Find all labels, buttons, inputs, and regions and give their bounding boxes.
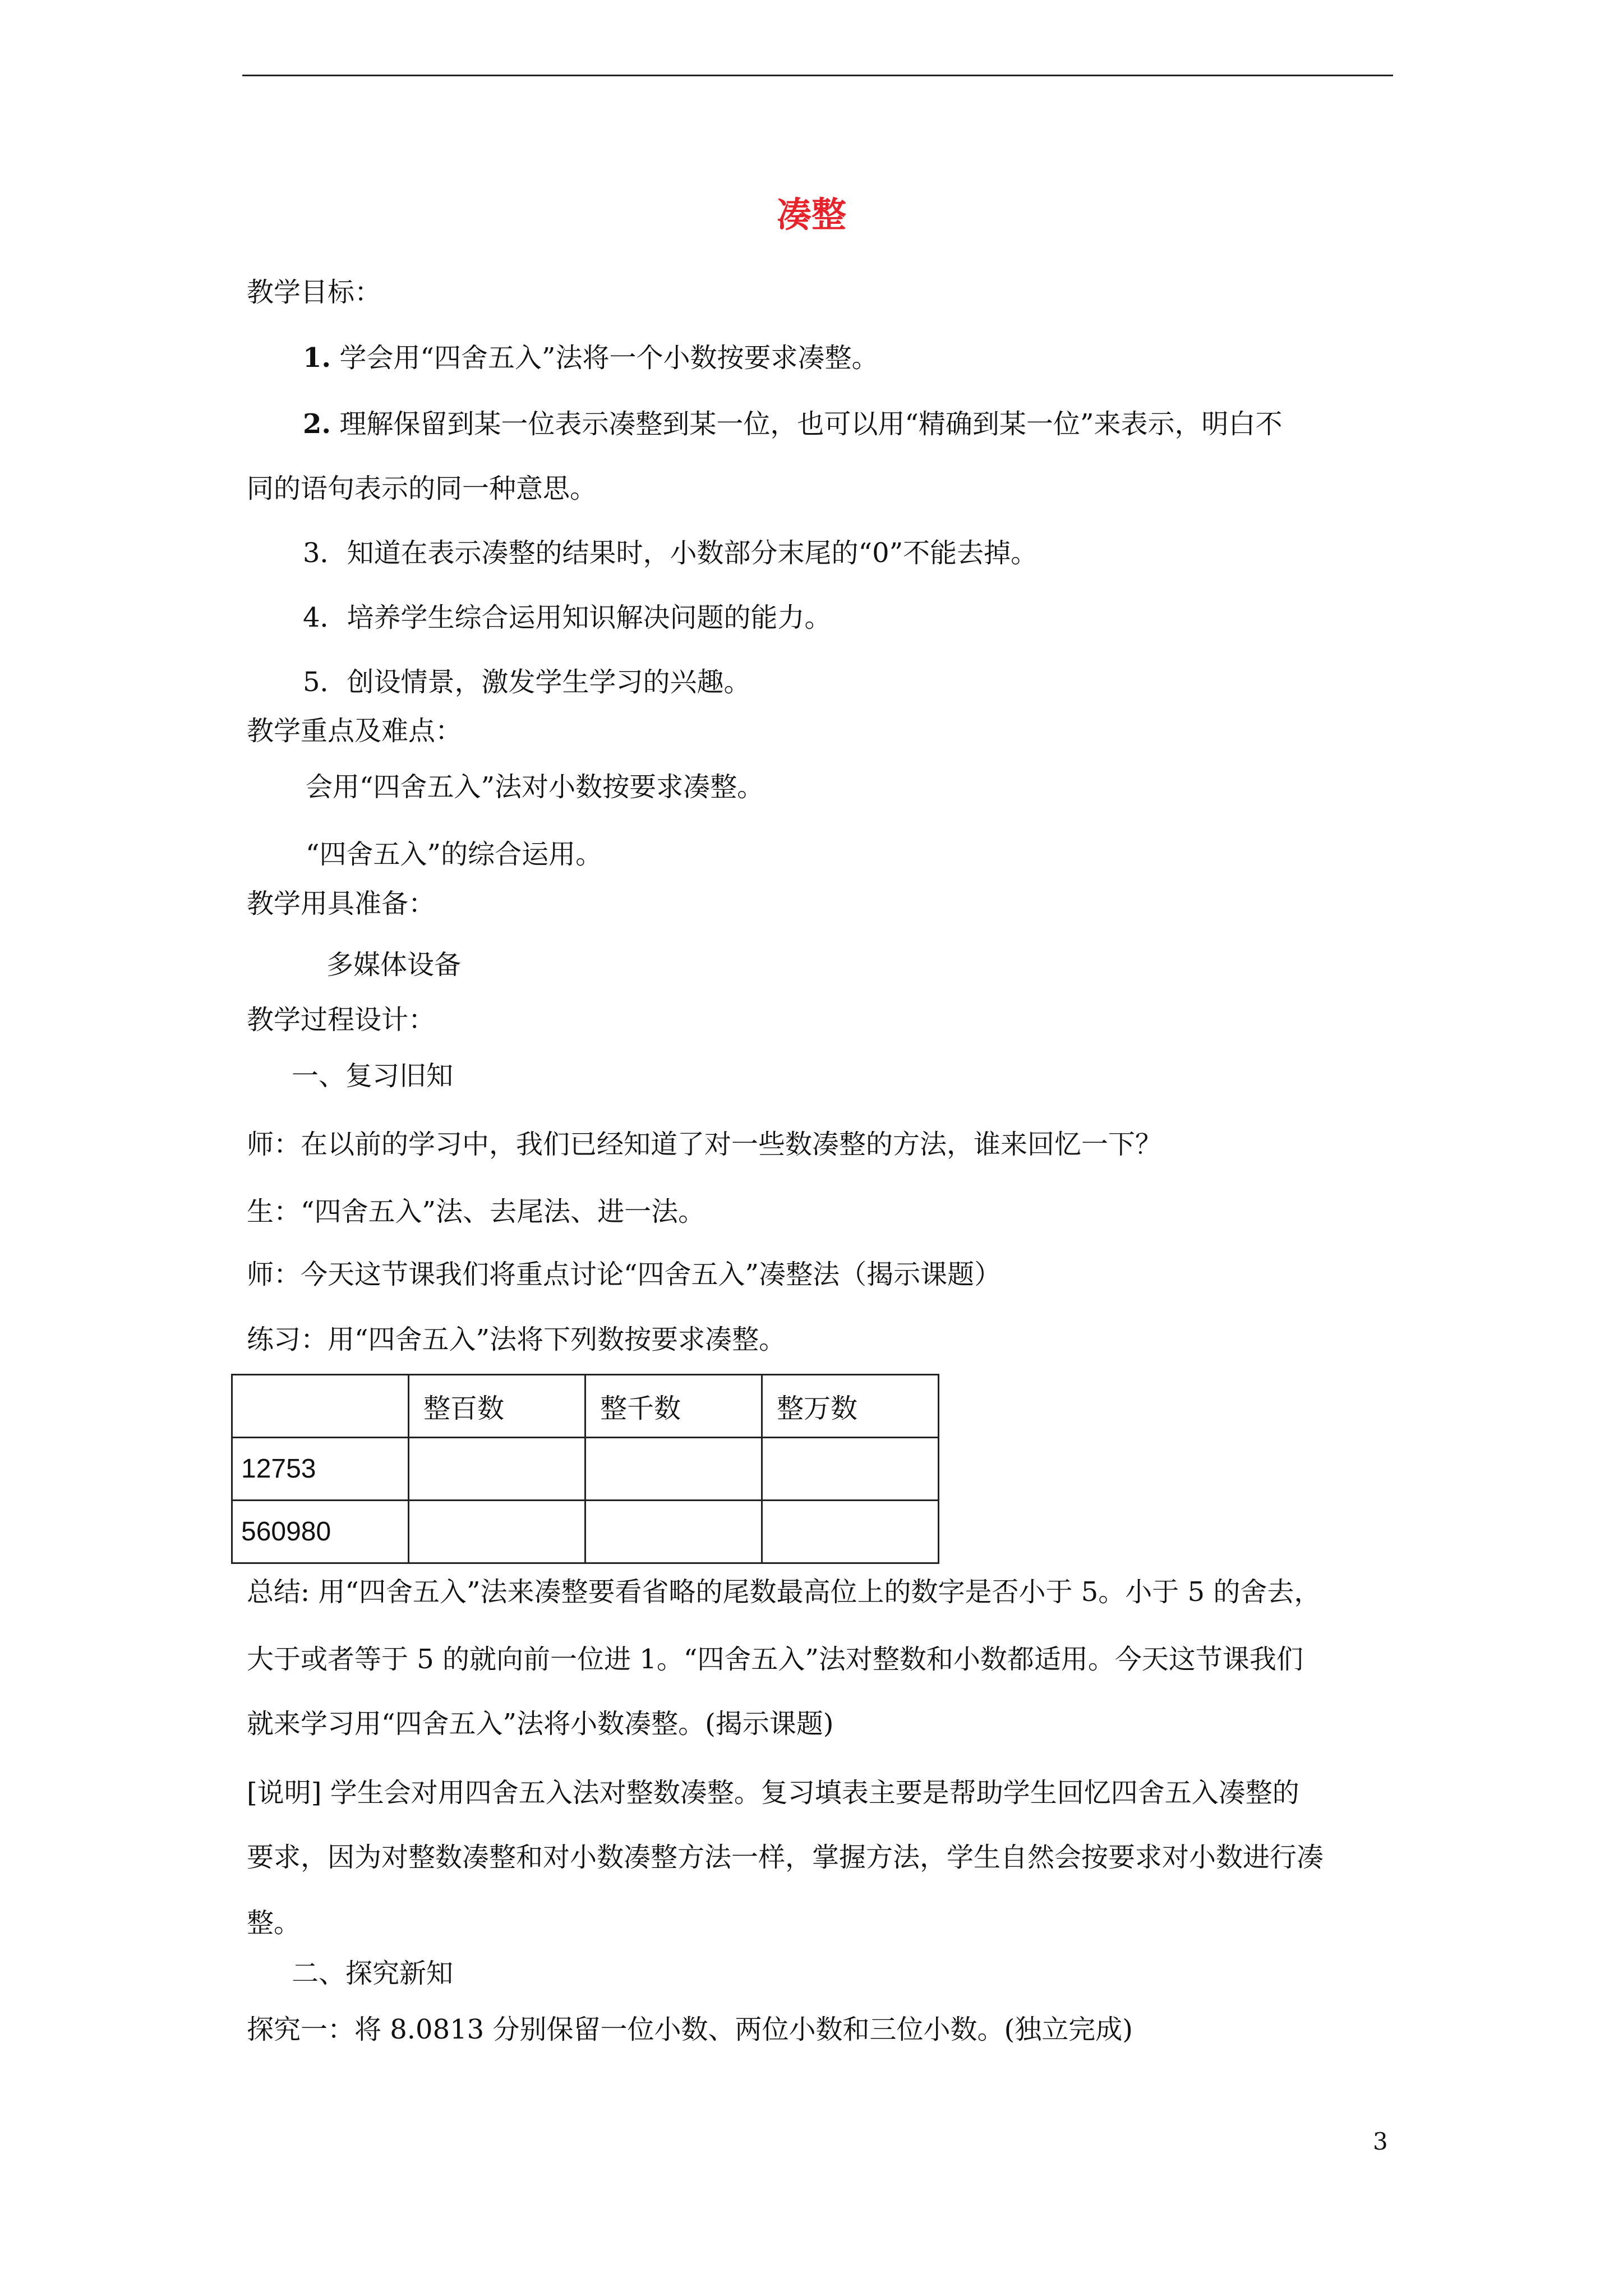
objective-2 xyxy=(303,408,1282,441)
practice-instruction: 练习：用“四舍五入”法将下列数按要求凑整。 xyxy=(247,1324,786,1355)
table-cell: 560980 xyxy=(232,1501,409,1563)
table-cell xyxy=(409,1438,585,1501)
objective-5-number: 5． xyxy=(303,666,347,698)
table-cell xyxy=(762,1438,939,1501)
objective-2-text: 理解保留到某一位表示凑整到某一位，也可以用“精确到某一位”来表示，明白不 xyxy=(339,408,1283,440)
difficulty-point: “四舍五入”的综合运用。 xyxy=(306,839,603,870)
summary-line-2: 大于或者等于 5 的就向前一位进 1。“四舍五入”法对整数和小数都适用。今天这节课我们 xyxy=(247,1644,1303,1675)
table-row xyxy=(232,1438,939,1501)
summary-line-1: 总结: 用“四舍五入”法来凑整要看省略的尾数最高位上的数字是否小于 5。小于 5 的舍去， xyxy=(247,1576,1321,1608)
page-number: 3 xyxy=(1373,2128,1388,2155)
focus-point: 会用“四舍五入”法对小数按要求凑整。 xyxy=(306,771,764,803)
objectives-heading: 教学目标： xyxy=(247,277,382,308)
objective-3-text: 知道在表示凑整的结果时，小数部分末尾的“0”不能去掉。 xyxy=(347,537,1038,569)
table-header-cell: 整千数 xyxy=(585,1375,762,1438)
objective-3-number: 3． xyxy=(303,537,347,569)
objective-2-number: 2. xyxy=(303,408,331,440)
dialog-student-1: 生：“四舍五入”法、去尾法、进一法。 xyxy=(247,1196,706,1227)
objective-2-continuation: 同的语句表示的同一种意思。 xyxy=(247,473,597,504)
summary-line-3: 就来学习用“四舍五入”法将小数凑整。(揭示课题) xyxy=(247,1708,834,1740)
focus-heading: 教学重点及难点： xyxy=(247,715,463,747)
table-cell xyxy=(762,1501,939,1563)
table-header-cell: 整万数 xyxy=(762,1375,939,1438)
table-cell xyxy=(585,1501,762,1563)
table-cell xyxy=(585,1438,762,1501)
objective-4-text: 培养学生综合运用知识解决问题的能力。 xyxy=(347,602,832,633)
table-row xyxy=(232,1501,939,1563)
tools-heading: 教学用具准备： xyxy=(247,888,436,919)
table-header-row xyxy=(232,1375,939,1438)
objective-3 xyxy=(303,537,1038,570)
objective-5 xyxy=(303,666,751,699)
tools-text: 多媒体设备 xyxy=(326,949,462,981)
table-cell xyxy=(409,1501,585,1563)
note-line-1: [说明] 学生会对用四舍五入法对整数凑整。复习填表主要是帮助学生回忆四舍五入凑整的 xyxy=(247,1777,1299,1809)
objective-4 xyxy=(303,602,832,634)
explore-one: 探究一：将 8.0813 分别保留一位小数、两位小数和三位小数。(独立完成) xyxy=(247,2014,1133,2045)
objective-5-text: 创设情景，激发学生学习的兴趣。 xyxy=(347,666,751,698)
objective-1-text: 学会用“四舍五入”法将一个小数按要求凑整。 xyxy=(339,342,879,374)
section-review: 一、复习旧知 xyxy=(292,1060,454,1092)
practice-table xyxy=(231,1374,939,1564)
table-cell: 12753 xyxy=(232,1438,409,1501)
dialog-teacher-2: 师：今天这节课我们将重点讨论“四舍五入”凑整法（揭示课题） xyxy=(247,1259,1002,1290)
objective-1 xyxy=(303,342,878,375)
objective-1-number: 1. xyxy=(303,342,331,374)
objective-4-number: 4． xyxy=(303,602,347,633)
table-header-cell: 整百数 xyxy=(409,1375,585,1438)
table-header-cell xyxy=(232,1375,409,1438)
header-rule xyxy=(242,75,1393,76)
page-title: 凑整 xyxy=(776,194,846,235)
section-explore: 二、探究新知 xyxy=(292,1958,454,1989)
note-line-2: 要求，因为对整数凑整和对小数凑整方法一样，掌握方法，学生自然会按要求对小数进行凑 xyxy=(247,1842,1324,1873)
note-line-3: 整。 xyxy=(247,1907,301,1939)
process-heading: 教学过程设计： xyxy=(247,1004,436,1036)
dialog-teacher-1: 师：在以前的学习中，我们已经知道了对一些数凑整的方法，谁来回忆一下？ xyxy=(247,1129,1163,1160)
